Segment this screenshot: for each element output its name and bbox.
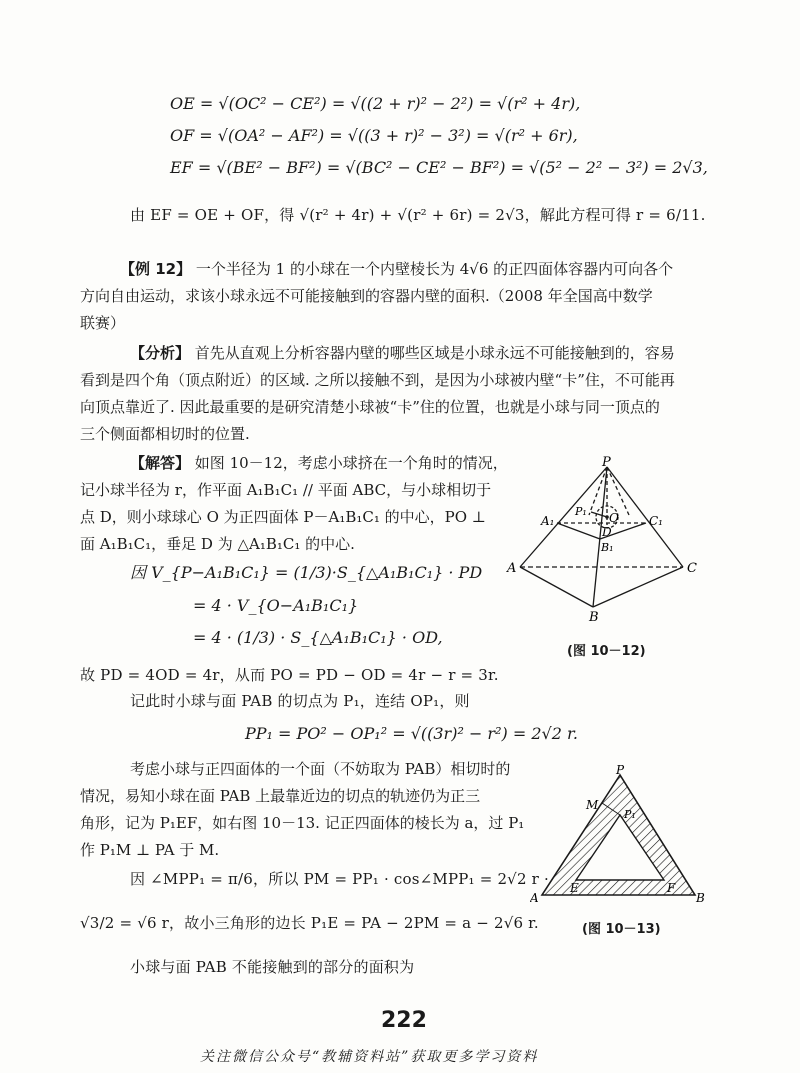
- consider-section: [80, 756, 530, 864]
- example-problem: [80, 256, 720, 337]
- consider-line-1: 考虑小球与正四面体的一个面（不妨取为 PAB）相切时的: [130, 760, 511, 778]
- volume-line-1: 因 V_{P−A₁B₁C₁} = (1/3)·S_{△A₁B₁C₁} · PD: [130, 563, 483, 582]
- label-b: B: [696, 891, 705, 905]
- edge-pa: [520, 467, 607, 567]
- footer-text: 关注微信公众号“教辅资料站”获取更多学习资料: [200, 1049, 539, 1065]
- area-line: 小球与面 PAB 不能接触到的部分的面积为: [130, 958, 415, 976]
- example-title: 【例 12】: [120, 260, 192, 278]
- analysis-line-4: 三个侧面都相切时的位置.: [80, 425, 250, 443]
- label-p1: P₁: [624, 808, 636, 821]
- label-c1: C₁: [649, 514, 663, 528]
- solution-line-4: 面 A₁B₁C₁，垂足 D 为 △A₁B₁C₁ 的中心.: [80, 535, 355, 553]
- label-p: P: [602, 455, 611, 470]
- label-a: A: [507, 561, 517, 576]
- equation-of: OF = √(OA² − AF²) = √((3 + r)² − 3²) = √(r² + 6r),: [170, 126, 578, 145]
- edge-a1b1: [557, 523, 600, 539]
- label-p: P: [616, 765, 625, 777]
- label-b1: B₁: [601, 541, 614, 554]
- label-d: D: [602, 525, 612, 539]
- solution-line-1: 如图 10－12，考虑小球挤在一个角时的情况，: [194, 454, 508, 472]
- figure-13-caption: (图 10－13): [582, 922, 661, 937]
- example-line-3: 联赛）: [80, 314, 126, 332]
- label-c: C: [687, 561, 697, 576]
- analysis-label: 【分析】: [130, 344, 191, 362]
- equation-solve: 由 EF = OE + OF，得 √(r² + 4r) + √(r² + 6r) = 2√3，解此方程可得 r = 6/11.: [130, 206, 706, 224]
- label-f: F: [667, 881, 676, 895]
- edge-bc: [593, 567, 683, 607]
- solution-label: 【解答】: [130, 454, 191, 472]
- figure-triangle: [530, 765, 710, 905]
- side-line: √3/2 = √6 r，故小三角形的边长 P₁E = PA − 2PM = a − 2√6 r.: [80, 914, 539, 932]
- label-a1: A₁: [541, 514, 555, 528]
- figure-12-caption: (图 10－12): [567, 644, 646, 659]
- solution-line-3: 点 D，则小球球心 O 为正四面体 P－A₁B₁C₁ 的中心，PO ⊥: [80, 508, 486, 526]
- equation-ef: EF = √(BE² − BF²) = √(BC² − CE² − BF²) = √(5² − 2² − 3²) = 2√3,: [170, 158, 708, 177]
- consider-line-3: 角形，记为 P₁EF，如右图 10－13. 记正四面体的棱长为 a，过 P₁: [80, 814, 525, 832]
- analysis-line-1: 首先从直观上分析容器内壁的哪些区域是小球永远不可能接触到的，容易: [194, 344, 675, 362]
- solution-section: [80, 450, 530, 558]
- figure-tetrahedron: [505, 455, 730, 625]
- label-e: E: [570, 881, 579, 895]
- line-op1: [591, 512, 607, 517]
- analysis-line-3: 向顶点靠近了. 因此最重要的是研究清楚小球被“卡”住的位置，也就是小球与同一顶点的: [80, 398, 660, 416]
- analysis-section: [80, 340, 730, 448]
- analysis-line-2: 看到是四个角（顶点附近）的区域. 之所以接触不到，是因为小球被内壁“卡”住，不可能再: [80, 371, 675, 389]
- tangent-line: 记此时小球与面 PAB 的切点为 P₁，连结 OP₁，则: [130, 692, 470, 710]
- solution-line-2: 记小球半径为 r，作平面 A₁B₁C₁ // 平面 ABC，与小球相切于: [80, 481, 492, 499]
- label-o: O: [609, 511, 619, 525]
- label-a: A: [530, 891, 539, 905]
- conclusion-line: 故 PD = 4OD = 4r，从而 PO = PD − OD = 4r − r = 3r.: [80, 666, 499, 684]
- consider-line-4: 作 P₁M ⊥ PA 于 M.: [80, 841, 220, 859]
- label-b: B: [589, 610, 599, 625]
- edge-ab: [520, 567, 593, 607]
- equation-oe: OE = √(OC² − CE²) = √((2 + r)² − 2²) = √(r² + 4r),: [170, 94, 581, 113]
- angle-line: 因 ∠MPP₁ = π/6，所以 PM = PP₁ · cos∠MPP₁ = 2√2 r ·: [130, 870, 549, 888]
- volume-line-3: = 4 · (1/3) · S_{△A₁B₁C₁} · OD,: [193, 628, 443, 647]
- page-number: 222: [381, 1008, 427, 1033]
- volume-line-2: = 4 · V_{O−A₁B₁C₁}: [193, 596, 359, 615]
- example-line-1: 一个半径为 1 的小球在一个内壁棱长为 4√6 的正四面体容器内可向各个: [195, 260, 674, 278]
- label-m: M: [586, 798, 599, 812]
- example-line-2: 方向自由运动，求该小球永远不可能接触到的容器内壁的面积.（2008 年全国高中数学: [80, 287, 653, 305]
- pp1-equation: PP₁ = PO² − OP₁² = √((3r)² − r²) = 2√2 r.: [245, 724, 578, 743]
- consider-line-2: 情况，易知小球在面 PAB 上最靠近边的切点的轨迹仍为正三: [80, 787, 481, 805]
- label-p1: P₁: [575, 505, 587, 518]
